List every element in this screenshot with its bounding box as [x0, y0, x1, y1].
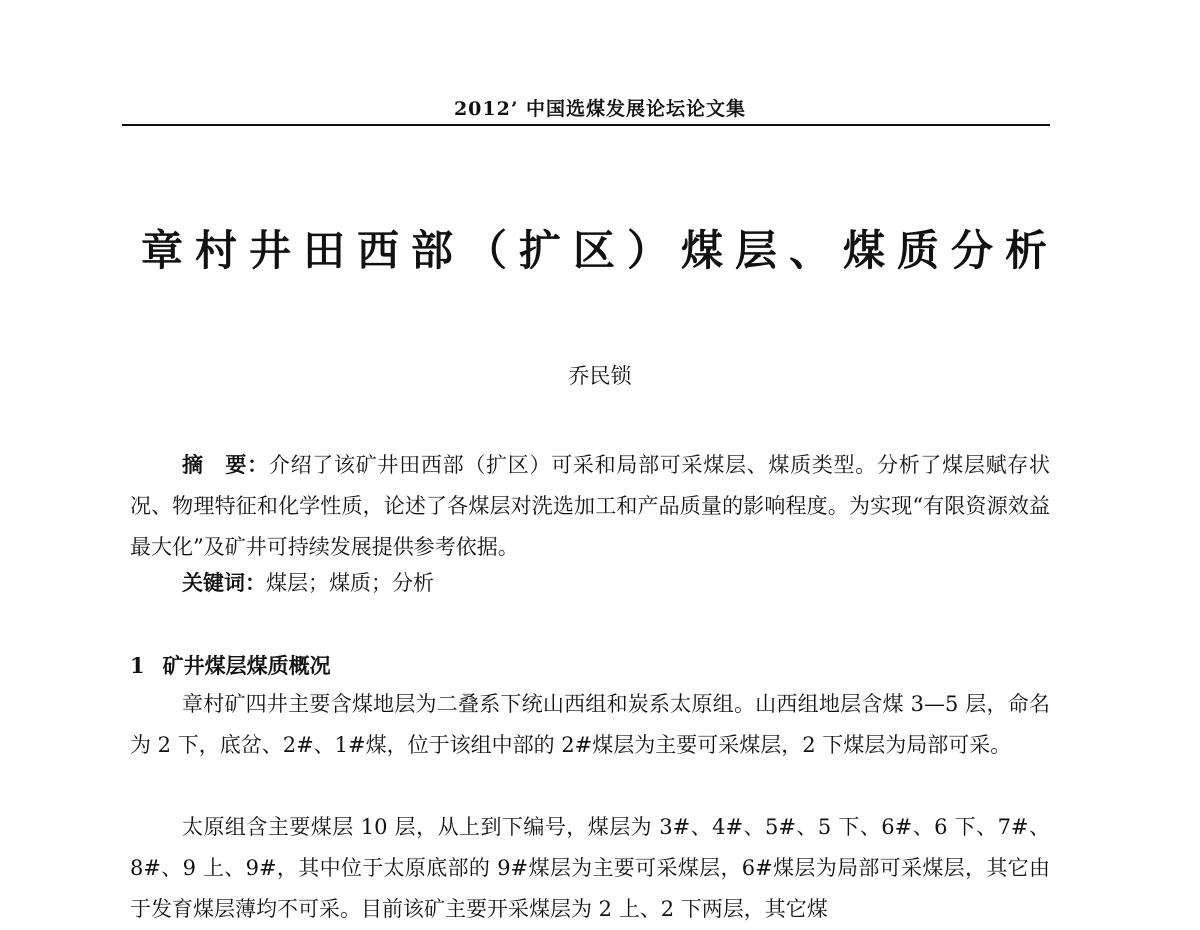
keywords-text: 煤层；煤质；分析	[266, 571, 434, 595]
header-rule	[122, 124, 1050, 126]
body-paragraph	[130, 807, 1050, 930]
keywords-label: 关键词：	[182, 570, 266, 595]
abstract	[130, 444, 1050, 568]
section-number: 1	[130, 653, 145, 678]
paragraph-text: 章村矿四井主要含煤地层为二叠系下统山西组和炭系太原组。山西组地层含煤 3—5 层，命名为 2 下，底岔、2#、1#煤，位于该组中部的 2#煤层为主要可采煤层，2 下煤层为局部可采。	[130, 692, 1050, 757]
keywords	[182, 567, 434, 597]
author-name: 乔民锁	[568, 364, 632, 388]
paper-title: 章村井田西部（扩区）煤层、煤质分析	[140, 226, 1059, 275]
section-title: 矿井煤层煤质概况	[162, 653, 331, 678]
body-paragraph	[130, 684, 1050, 766]
section-heading	[130, 650, 331, 680]
running-header: 2012’ 中国选煤发展论坛论文集	[453, 98, 747, 120]
paragraph-text: 太原组含主要煤层 10 层，从上到下编号，煤层为 3#、4#、5#、5 下、6#、6 下、7#、8#、9 上、9#，其中位于太原底部的 9#煤层为主要可采煤层，6#煤层为局部可采煤层，其它由于发育煤层薄均不可采。目前该矿主要开采煤层为 2 上、2 下两层，其它煤	[130, 815, 1050, 921]
abstract-text: 介绍了该矿井田西部（扩区）可采和局部可采煤层、煤质类型。分析了煤层赋存状况、物理特征和化学性质，论述了各煤层对洗选加工和产品质量的影响程度。为实现“有限资源效益最大化”及矿井可持续发展提供参考依据。	[130, 453, 1050, 559]
abstract-label: 摘 要：	[182, 452, 269, 477]
